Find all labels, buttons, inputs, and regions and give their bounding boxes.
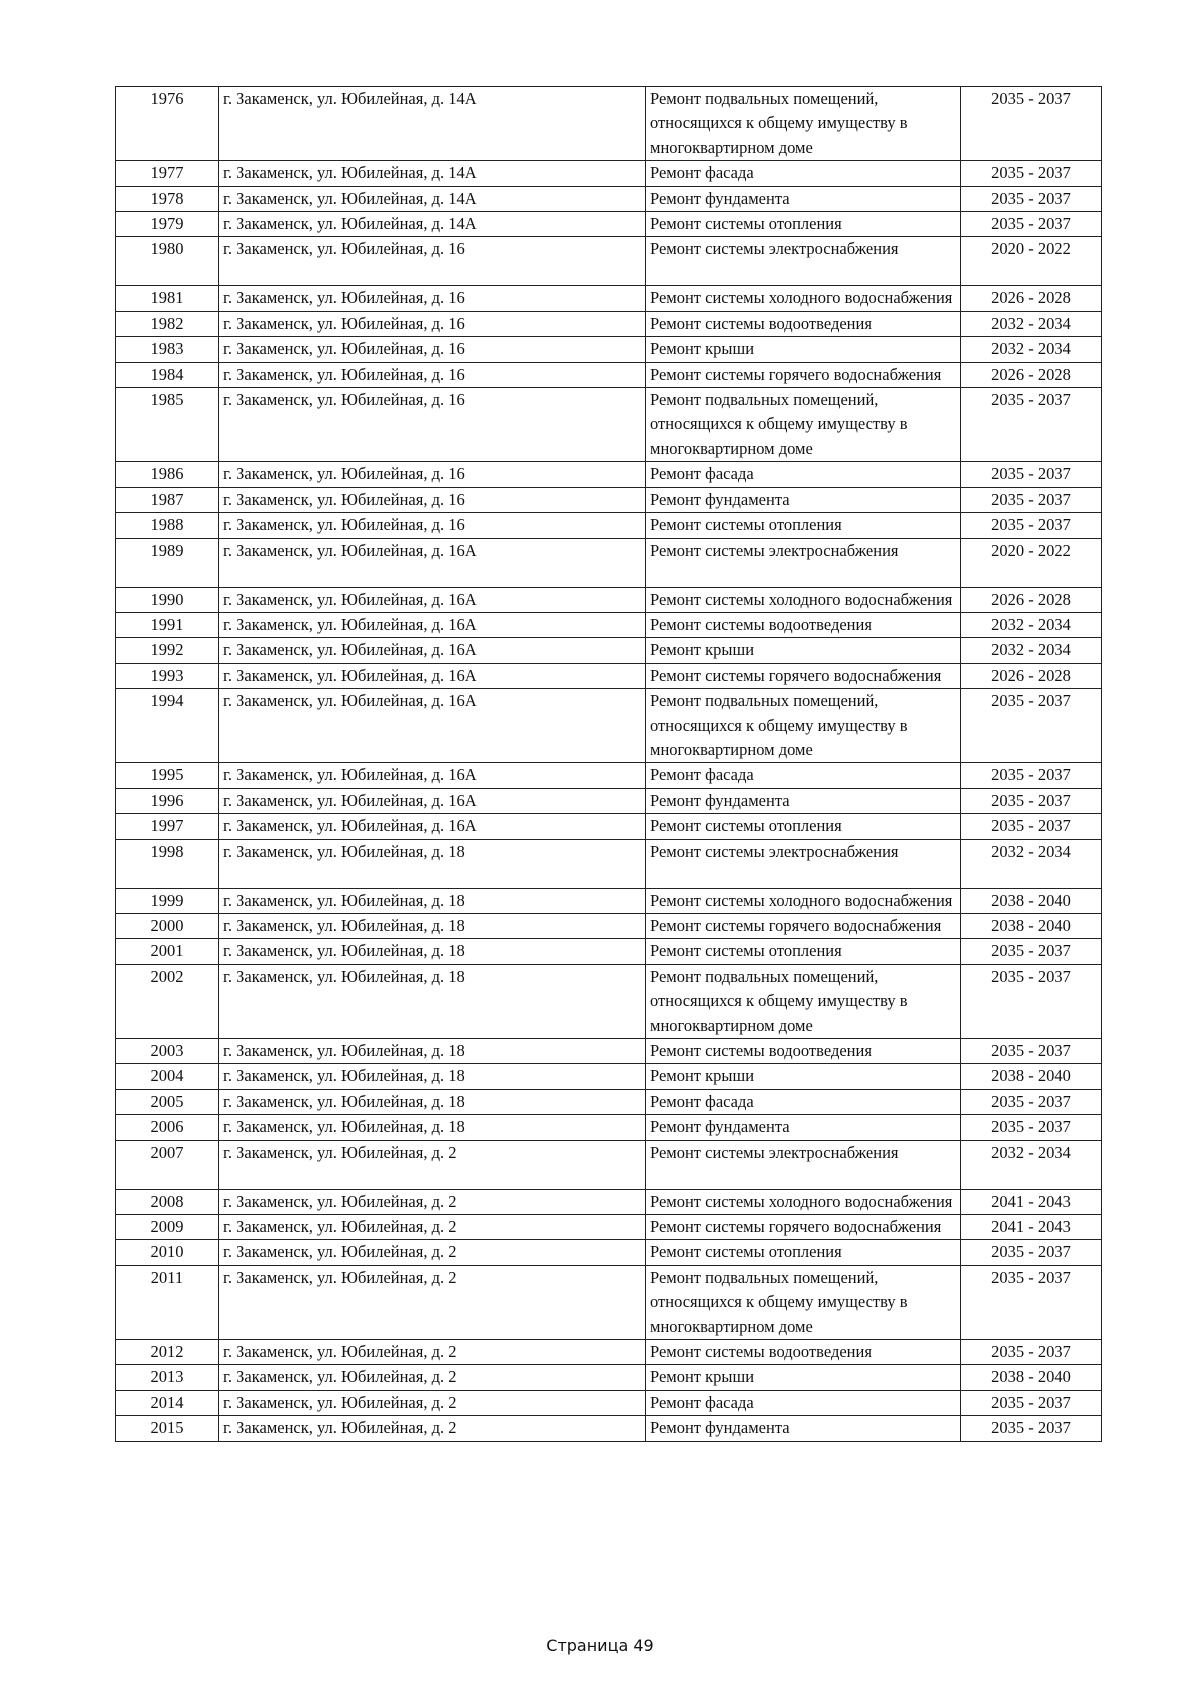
address-cell: г. Закаменск, ул. Юбилейная, д. 16 [219, 362, 646, 387]
row-number: 2000 [116, 913, 219, 938]
address-cell: г. Закаменск, ул. Юбилейная, д. 2 [219, 1215, 646, 1240]
table-row [116, 1189, 1102, 1214]
period-cell: 2032 - 2034 [961, 638, 1102, 663]
period-cell: 2032 - 2034 [961, 612, 1102, 637]
period-cell: 2035 - 2037 [961, 1390, 1102, 1415]
row-number: 1998 [116, 839, 219, 888]
address-cell: г. Закаменск, ул. Юбилейная, д. 16А [219, 638, 646, 663]
address-cell: г. Закаменск, ул. Юбилейная, д. 16А [219, 763, 646, 788]
work-type-cell: Ремонт системы водоотведения [646, 1039, 961, 1064]
table-row [116, 1039, 1102, 1064]
row-number: 1994 [116, 689, 219, 763]
work-type-cell: Ремонт системы горячего водоснабжения [646, 1215, 961, 1240]
work-type-cell: Ремонт фасада [646, 462, 961, 487]
address-cell: г. Закаменск, ул. Юбилейная, д. 14А [219, 186, 646, 211]
table-row [116, 513, 1102, 538]
period-cell: 2035 - 2037 [961, 186, 1102, 211]
address-cell: г. Закаменск, ул. Юбилейная, д. 2 [219, 1340, 646, 1365]
row-number: 2011 [116, 1265, 219, 1339]
address-cell: г. Закаменск, ул. Юбилейная, д. 16А [219, 612, 646, 637]
address-cell: г. Закаменск, ул. Юбилейная, д. 16 [219, 286, 646, 311]
period-cell: 2035 - 2037 [961, 212, 1102, 237]
period-cell: 2035 - 2037 [961, 1240, 1102, 1265]
address-cell: г. Закаменск, ул. Юбилейная, д. 2 [219, 1265, 646, 1339]
page-number: Страница 49 [546, 1636, 654, 1655]
table-row [116, 689, 1102, 763]
address-cell: г. Закаменск, ул. Юбилейная, д. 2 [219, 1140, 646, 1189]
row-number: 1980 [116, 237, 219, 286]
table-row [116, 186, 1102, 211]
address-cell: г. Закаменск, ул. Юбилейная, д. 16 [219, 513, 646, 538]
period-cell: 2035 - 2037 [961, 1089, 1102, 1114]
table-row [116, 1240, 1102, 1265]
period-cell: 2038 - 2040 [961, 888, 1102, 913]
period-cell: 2032 - 2034 [961, 1140, 1102, 1189]
work-type-cell: Ремонт крыши [646, 337, 961, 362]
table-row [116, 814, 1102, 839]
period-cell: 2041 - 2043 [961, 1189, 1102, 1214]
work-type-cell: Ремонт системы электроснабжения [646, 1140, 961, 1189]
work-type-cell: Ремонт фундамента [646, 186, 961, 211]
table-row [116, 87, 1102, 161]
work-type-cell: Ремонт системы горячего водоснабжения [646, 663, 961, 688]
address-cell: г. Закаменск, ул. Юбилейная, д. 2 [219, 1365, 646, 1390]
row-number: 1976 [116, 87, 219, 161]
row-number: 2008 [116, 1189, 219, 1214]
table-row [116, 1416, 1102, 1441]
table-row [116, 538, 1102, 587]
period-cell: 2035 - 2037 [961, 87, 1102, 161]
table-row [116, 788, 1102, 813]
work-type-cell: Ремонт фасада [646, 763, 961, 788]
work-type-cell: Ремонт фундамента [646, 1115, 961, 1140]
work-type-cell: Ремонт системы отопления [646, 939, 961, 964]
period-cell: 2026 - 2028 [961, 663, 1102, 688]
table-row [116, 487, 1102, 512]
table-row [116, 161, 1102, 186]
table-row [116, 337, 1102, 362]
period-cell: 2035 - 2037 [961, 964, 1102, 1038]
table-row [116, 913, 1102, 938]
address-cell: г. Закаменск, ул. Юбилейная, д. 16 [219, 462, 646, 487]
period-cell: 2035 - 2037 [961, 763, 1102, 788]
address-cell: г. Закаменск, ул. Юбилейная, д. 18 [219, 1115, 646, 1140]
row-number: 1981 [116, 286, 219, 311]
period-cell: 2035 - 2037 [961, 1039, 1102, 1064]
work-type-cell: Ремонт системы электроснабжения [646, 538, 961, 587]
work-type-cell: Ремонт системы отопления [646, 1240, 961, 1265]
work-type-cell: Ремонт системы отопления [646, 212, 961, 237]
work-type-cell: Ремонт системы водоотведения [646, 1340, 961, 1365]
repair-schedule-table [115, 86, 1102, 1442]
row-number: 1989 [116, 538, 219, 587]
row-number: 1996 [116, 788, 219, 813]
row-number: 1985 [116, 388, 219, 462]
work-type-cell: Ремонт системы электроснабжения [646, 839, 961, 888]
address-cell: г. Закаменск, ул. Юбилейная, д. 14А [219, 212, 646, 237]
address-cell: г. Закаменск, ул. Юбилейная, д. 18 [219, 913, 646, 938]
work-type-cell: Ремонт системы горячего водоснабжения [646, 362, 961, 387]
work-type-cell: Ремонт фасада [646, 1089, 961, 1114]
row-number: 1999 [116, 888, 219, 913]
address-cell: г. Закаменск, ул. Юбилейная, д. 16А [219, 538, 646, 587]
row-number: 2012 [116, 1340, 219, 1365]
address-cell: г. Закаменск, ул. Юбилейная, д. 18 [219, 1064, 646, 1089]
row-number: 2010 [116, 1240, 219, 1265]
row-number: 1984 [116, 362, 219, 387]
address-cell: г. Закаменск, ул. Юбилейная, д. 2 [219, 1189, 646, 1214]
row-number: 2015 [116, 1416, 219, 1441]
row-number: 1991 [116, 612, 219, 637]
work-type-cell: Ремонт системы отопления [646, 814, 961, 839]
table-row [116, 888, 1102, 913]
work-type-cell: Ремонт фундамента [646, 788, 961, 813]
table-row [116, 939, 1102, 964]
period-cell: 2035 - 2037 [961, 1265, 1102, 1339]
row-number: 1988 [116, 513, 219, 538]
work-type-cell: Ремонт крыши [646, 638, 961, 663]
work-type-cell: Ремонт крыши [646, 1064, 961, 1089]
work-type-cell: Ремонт подвальных помещений, относящихся к общему имуществу в многоквартирном доме [646, 689, 961, 763]
row-number: 2003 [116, 1039, 219, 1064]
address-cell: г. Закаменск, ул. Юбилейная, д. 14А [219, 87, 646, 161]
address-cell: г. Закаменск, ул. Юбилейная, д. 16А [219, 788, 646, 813]
period-cell: 2035 - 2037 [961, 1340, 1102, 1365]
period-cell: 2035 - 2037 [961, 1115, 1102, 1140]
row-number: 1993 [116, 663, 219, 688]
row-number: 1979 [116, 212, 219, 237]
row-number: 1986 [116, 462, 219, 487]
period-cell: 2035 - 2037 [961, 388, 1102, 462]
row-number: 1990 [116, 587, 219, 612]
address-cell: г. Закаменск, ул. Юбилейная, д. 18 [219, 964, 646, 1038]
table-row [116, 663, 1102, 688]
table-row [116, 763, 1102, 788]
work-type-cell: Ремонт системы горячего водоснабжения [646, 913, 961, 938]
table-row [116, 311, 1102, 336]
table-row [116, 237, 1102, 286]
address-cell: г. Закаменск, ул. Юбилейная, д. 18 [219, 939, 646, 964]
table-row [116, 212, 1102, 237]
table-row [116, 839, 1102, 888]
row-number: 1987 [116, 487, 219, 512]
row-number: 2009 [116, 1215, 219, 1240]
period-cell: 2035 - 2037 [961, 161, 1102, 186]
row-number: 2006 [116, 1115, 219, 1140]
address-cell: г. Закаменск, ул. Юбилейная, д. 16 [219, 388, 646, 462]
table-body [116, 87, 1102, 1442]
row-number: 2004 [116, 1064, 219, 1089]
table-row [116, 1365, 1102, 1390]
work-type-cell: Ремонт системы холодного водоснабжения [646, 286, 961, 311]
address-cell: г. Закаменск, ул. Юбилейная, д. 14А [219, 161, 646, 186]
period-cell: 2035 - 2037 [961, 689, 1102, 763]
row-number: 1982 [116, 311, 219, 336]
period-cell: 2035 - 2037 [961, 939, 1102, 964]
table-row [116, 462, 1102, 487]
work-type-cell: Ремонт системы водоотведения [646, 311, 961, 336]
table-row [116, 1089, 1102, 1114]
period-cell: 2038 - 2040 [961, 1064, 1102, 1089]
work-type-cell: Ремонт фасада [646, 161, 961, 186]
address-cell: г. Закаменск, ул. Юбилейная, д. 16 [219, 237, 646, 286]
work-type-cell: Ремонт системы отопления [646, 513, 961, 538]
period-cell: 2026 - 2028 [961, 587, 1102, 612]
period-cell: 2020 - 2022 [961, 237, 1102, 286]
work-type-cell: Ремонт подвальных помещений, относящихся к общему имуществу в многоквартирном доме [646, 388, 961, 462]
table-row [116, 612, 1102, 637]
work-type-cell: Ремонт подвальных помещений, относящихся к общему имуществу в многоквартирном доме [646, 87, 961, 161]
period-cell: 2035 - 2037 [961, 788, 1102, 813]
work-type-cell: Ремонт системы холодного водоснабжения [646, 888, 961, 913]
table-row [116, 964, 1102, 1038]
address-cell: г. Закаменск, ул. Юбилейная, д. 16А [219, 587, 646, 612]
work-type-cell: Ремонт фундамента [646, 487, 961, 512]
work-type-cell: Ремонт системы электроснабжения [646, 237, 961, 286]
work-type-cell: Ремонт системы холодного водоснабжения [646, 1189, 961, 1214]
period-cell: 2020 - 2022 [961, 538, 1102, 587]
row-number: 2002 [116, 964, 219, 1038]
work-type-cell: Ремонт системы холодного водоснабжения [646, 587, 961, 612]
address-cell: г. Закаменск, ул. Юбилейная, д. 16 [219, 311, 646, 336]
table-row [116, 587, 1102, 612]
table-row [116, 1140, 1102, 1189]
table-row [116, 1064, 1102, 1089]
work-type-cell: Ремонт системы водоотведения [646, 612, 961, 637]
row-number: 2013 [116, 1365, 219, 1390]
period-cell: 2032 - 2034 [961, 337, 1102, 362]
row-number: 1978 [116, 186, 219, 211]
period-cell: 2035 - 2037 [961, 1416, 1102, 1441]
period-cell: 2032 - 2034 [961, 311, 1102, 336]
address-cell: г. Закаменск, ул. Юбилейная, д. 16А [219, 689, 646, 763]
table-row [116, 1115, 1102, 1140]
address-cell: г. Закаменск, ул. Юбилейная, д. 16 [219, 487, 646, 512]
work-type-cell: Ремонт подвальных помещений, относящихся к общему имуществу в многоквартирном доме [646, 964, 961, 1038]
row-number: 1983 [116, 337, 219, 362]
row-number: 2007 [116, 1140, 219, 1189]
table-row [116, 388, 1102, 462]
row-number: 2014 [116, 1390, 219, 1415]
period-cell: 2041 - 2043 [961, 1215, 1102, 1240]
period-cell: 2035 - 2037 [961, 462, 1102, 487]
row-number: 2005 [116, 1089, 219, 1114]
period-cell: 2032 - 2034 [961, 839, 1102, 888]
period-cell: 2038 - 2040 [961, 913, 1102, 938]
work-type-cell: Ремонт фундамента [646, 1416, 961, 1441]
work-type-cell: Ремонт фасада [646, 1390, 961, 1415]
work-type-cell: Ремонт крыши [646, 1365, 961, 1390]
period-cell: 2035 - 2037 [961, 513, 1102, 538]
address-cell: г. Закаменск, ул. Юбилейная, д. 2 [219, 1240, 646, 1265]
period-cell: 2035 - 2037 [961, 814, 1102, 839]
address-cell: г. Закаменск, ул. Юбилейная, д. 2 [219, 1390, 646, 1415]
period-cell: 2035 - 2037 [961, 487, 1102, 512]
table-row [116, 286, 1102, 311]
address-cell: г. Закаменск, ул. Юбилейная, д. 18 [219, 839, 646, 888]
row-number: 2001 [116, 939, 219, 964]
address-cell: г. Закаменск, ул. Юбилейная, д. 2 [219, 1416, 646, 1441]
period-cell: 2026 - 2028 [961, 286, 1102, 311]
period-cell: 2026 - 2028 [961, 362, 1102, 387]
address-cell: г. Закаменск, ул. Юбилейная, д. 16А [219, 663, 646, 688]
address-cell: г. Закаменск, ул. Юбилейная, д. 16А [219, 814, 646, 839]
address-cell: г. Закаменск, ул. Юбилейная, д. 16 [219, 337, 646, 362]
work-type-cell: Ремонт подвальных помещений, относящихся к общему имуществу в многоквартирном доме [646, 1265, 961, 1339]
table-row [116, 362, 1102, 387]
address-cell: г. Закаменск, ул. Юбилейная, д. 18 [219, 1089, 646, 1114]
table-row [116, 638, 1102, 663]
address-cell: г. Закаменск, ул. Юбилейная, д. 18 [219, 1039, 646, 1064]
document-sheet [115, 86, 1102, 1442]
table-row [116, 1215, 1102, 1240]
row-number: 1992 [116, 638, 219, 663]
row-number: 1977 [116, 161, 219, 186]
period-cell: 2038 - 2040 [961, 1365, 1102, 1390]
table-row [116, 1340, 1102, 1365]
row-number: 1995 [116, 763, 219, 788]
address-cell: г. Закаменск, ул. Юбилейная, д. 18 [219, 888, 646, 913]
row-number: 1997 [116, 814, 219, 839]
table-row [116, 1390, 1102, 1415]
table-row [116, 1265, 1102, 1339]
